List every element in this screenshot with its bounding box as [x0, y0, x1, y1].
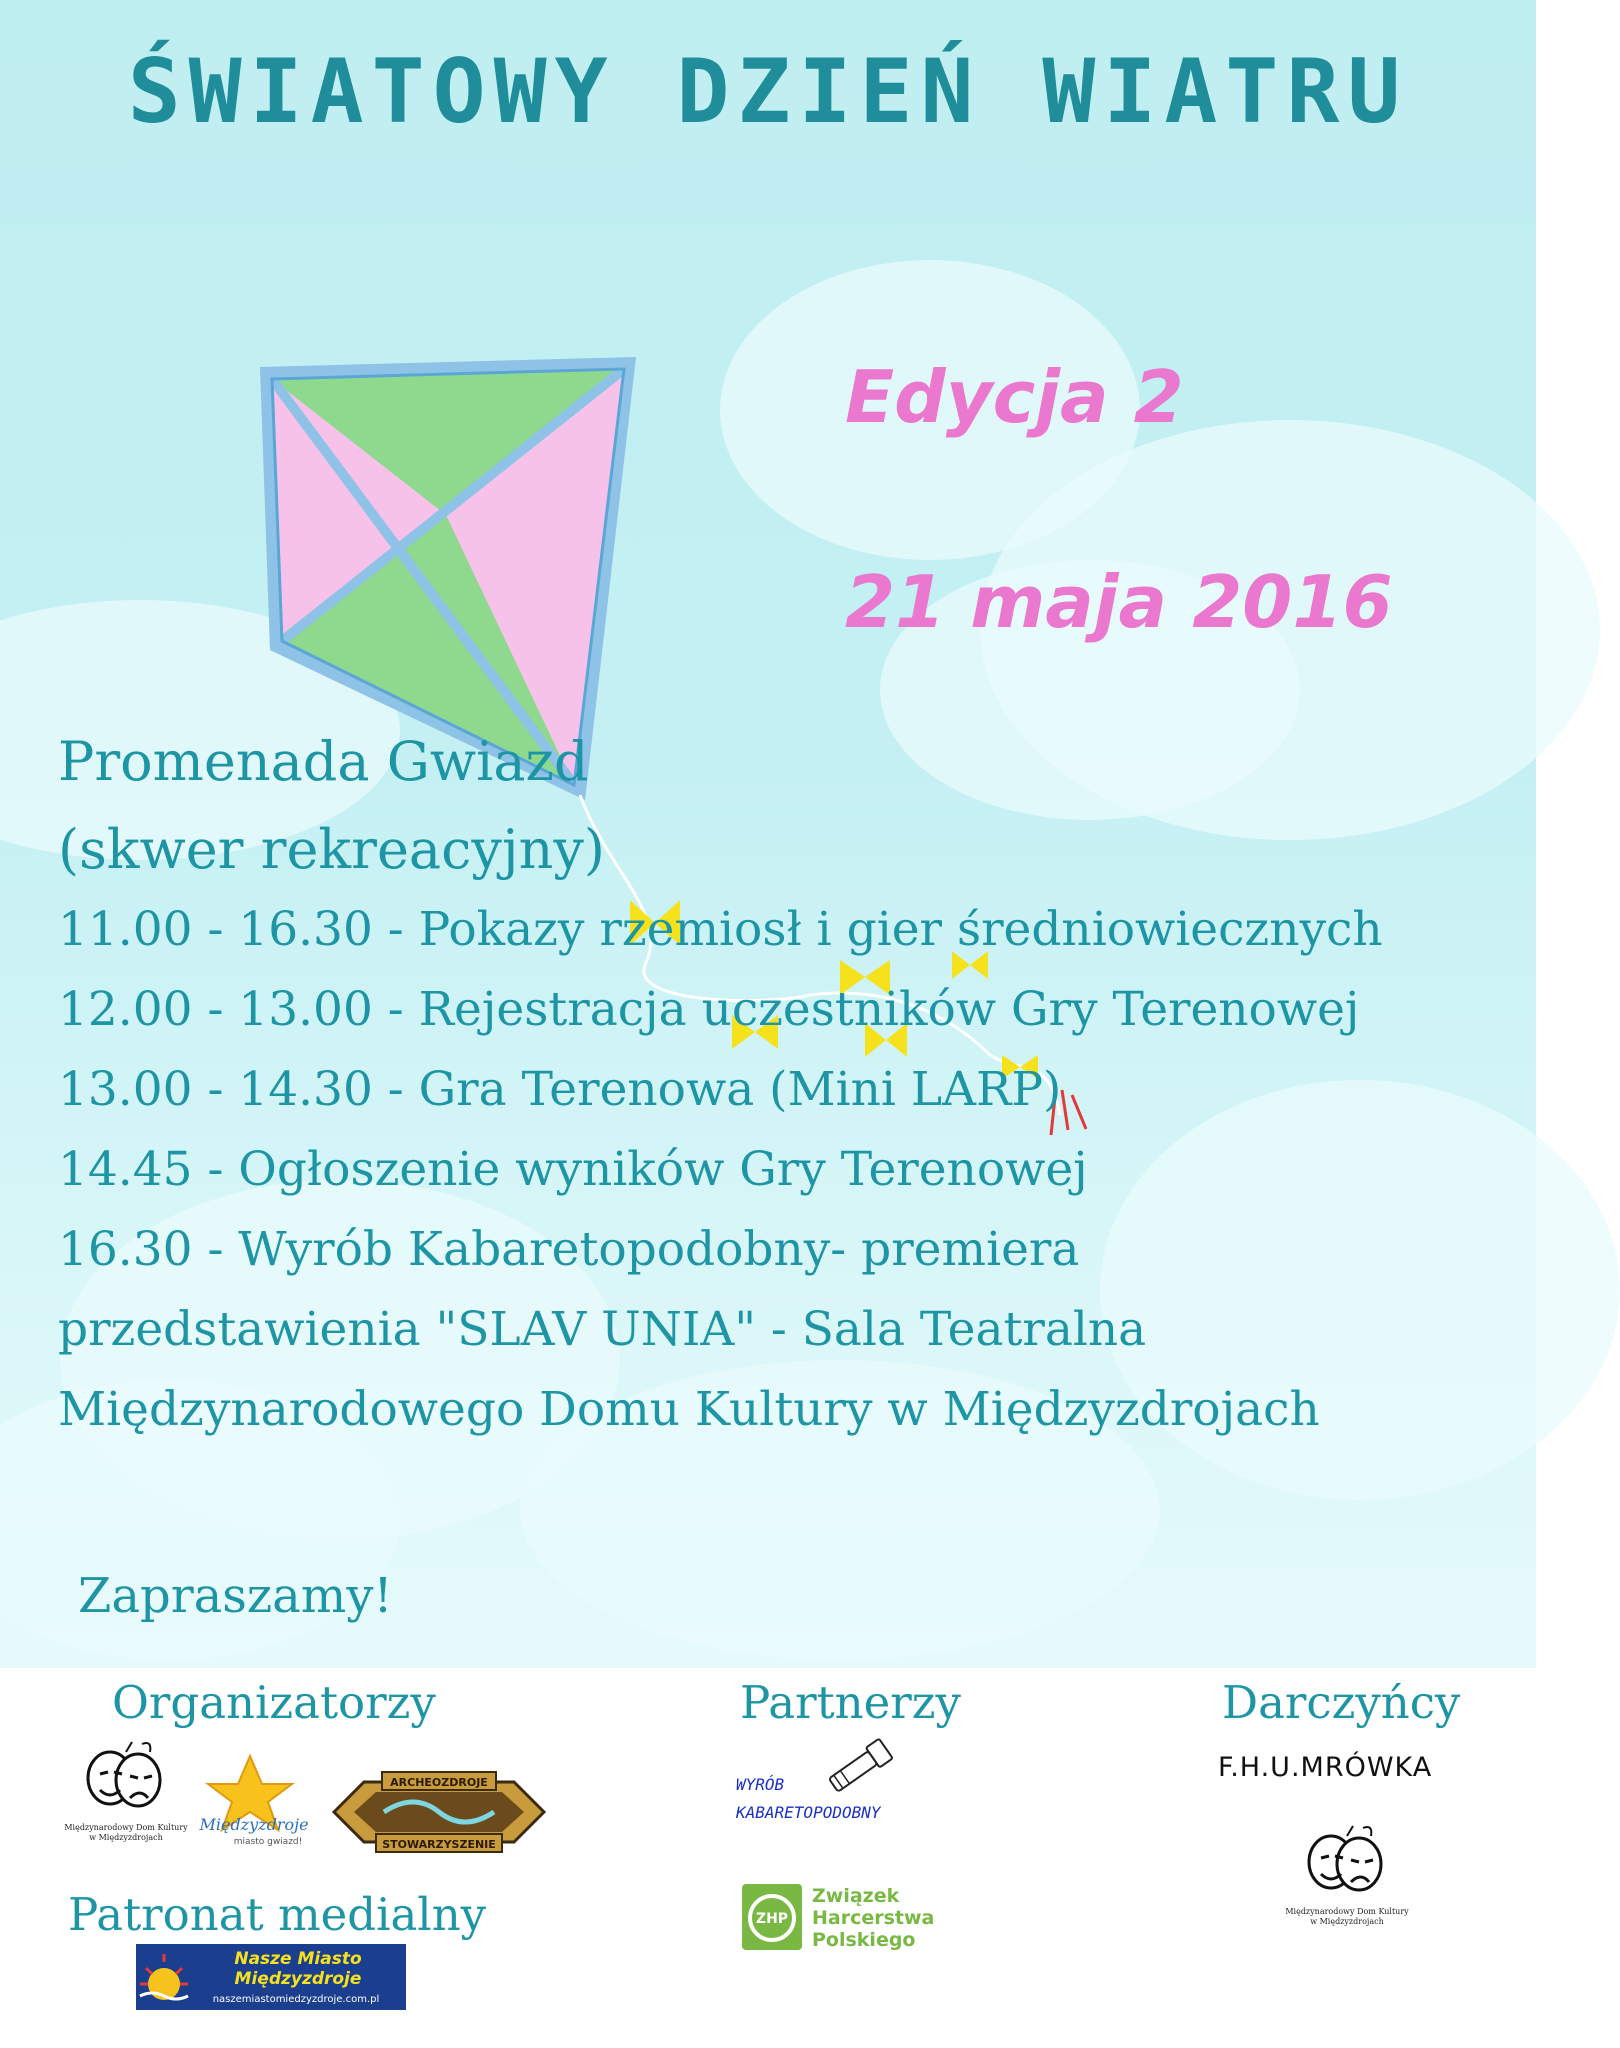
schedule-list: [58, 890, 1383, 1450]
wyrob-text-1: WYRÓB: [736, 1775, 785, 1794]
archeo-top-text: ARCHEOZDROJE: [390, 1776, 488, 1789]
partners-title: Partnerzy: [740, 1676, 961, 1729]
schedule-item: 11.00 - 16.30 - Pokazy rzemiosł i gier średniowiecznych: [58, 902, 1383, 957]
wyrob-text-2: KABARETOPODOBNY: [736, 1803, 881, 1822]
miedzyzdroje-logo: [190, 1750, 320, 1850]
venue-detail: (skwer rekreacyjny): [58, 818, 605, 881]
nasze-text-1: Nasze Miasto: [234, 1949, 362, 1969]
donors-title: Darczyńcy: [1222, 1676, 1461, 1729]
mdk-donor-caption-2: w Międzyzdrojach: [1310, 1917, 1384, 1926]
mdk-donor-caption-1: Międzynarodowy Dom Kultury: [1285, 1907, 1409, 1916]
nasze-miasto-logo: [136, 1944, 406, 2010]
mdk-caption-2: w Międzyzdrojach: [89, 1833, 163, 1842]
zhp-text-3: Polskiego: [812, 1929, 916, 1951]
schedule-item: przedstawienia "SLAV UNIA" - Sala Teatralna: [58, 1302, 1147, 1357]
mdk-logo: [64, 1738, 188, 1854]
schedule-item: 12.00 - 13.00 - Rejestracja uczestników Gry Terenowej: [58, 982, 1360, 1037]
zhp-logo: [740, 1876, 950, 1960]
nasze-url: naszemiastomiedzyzdroje.com.pl: [212, 1994, 380, 2005]
archeo-bottom-text: STOWARZYSZENIE: [382, 1838, 496, 1851]
page-title: ŚWIATOWY DZIEŃ WIATRU: [127, 40, 1409, 143]
theatre-masks-logo: [88, 1742, 160, 1806]
wyrob-kabaretopodobny-logo: [730, 1738, 960, 1838]
archeozdroje-logo: [324, 1770, 554, 1854]
zhp-text-2: Harcerstwa: [812, 1907, 935, 1929]
schedule-item: 16.30 - Wyrób Kabaretopodobny- premiera: [58, 1222, 1080, 1277]
nasze-text-2: Międzyzdroje: [234, 1969, 362, 1989]
miedzyzdroje-subtext: miasto gwiazd!: [233, 1837, 303, 1847]
invitation: Zapraszamy!: [78, 1568, 393, 1624]
mdk-logo-donor: [1285, 1822, 1409, 1938]
flashlight-icon: [827, 1739, 893, 1795]
event-date: 21 maja 2016: [845, 560, 1393, 644]
miedzyzdroje-text: Międzyzdroje: [199, 1815, 309, 1834]
mdk-caption-1: Międzynarodowy Dom Kultury: [64, 1823, 188, 1832]
zhp-badge-text: ZHP: [755, 1911, 789, 1927]
edition-label: Edycja 2: [845, 355, 1184, 439]
theatre-masks-logo: [1309, 1826, 1381, 1890]
schedule-item: 14.45 - Ogłoszenie wyników Gry Terenowej: [58, 1142, 1088, 1197]
donor-name: F.H.U.MRÓWKA: [1218, 1752, 1433, 1783]
venue: [58, 718, 605, 894]
schedule-item: Międzynarodowego Domu Kultury w Międzyzdrojach: [58, 1382, 1320, 1437]
venue-name: Promenada Gwiazd: [58, 730, 589, 793]
schedule-item: 13.00 - 14.30 - Gra Terenowa (Mini LARP): [58, 1062, 1062, 1117]
media-patron-title: Patronat medialny: [68, 1888, 487, 1941]
organizers-title: Organizatorzy: [112, 1676, 436, 1729]
zhp-text-1: Związek: [812, 1885, 900, 1907]
